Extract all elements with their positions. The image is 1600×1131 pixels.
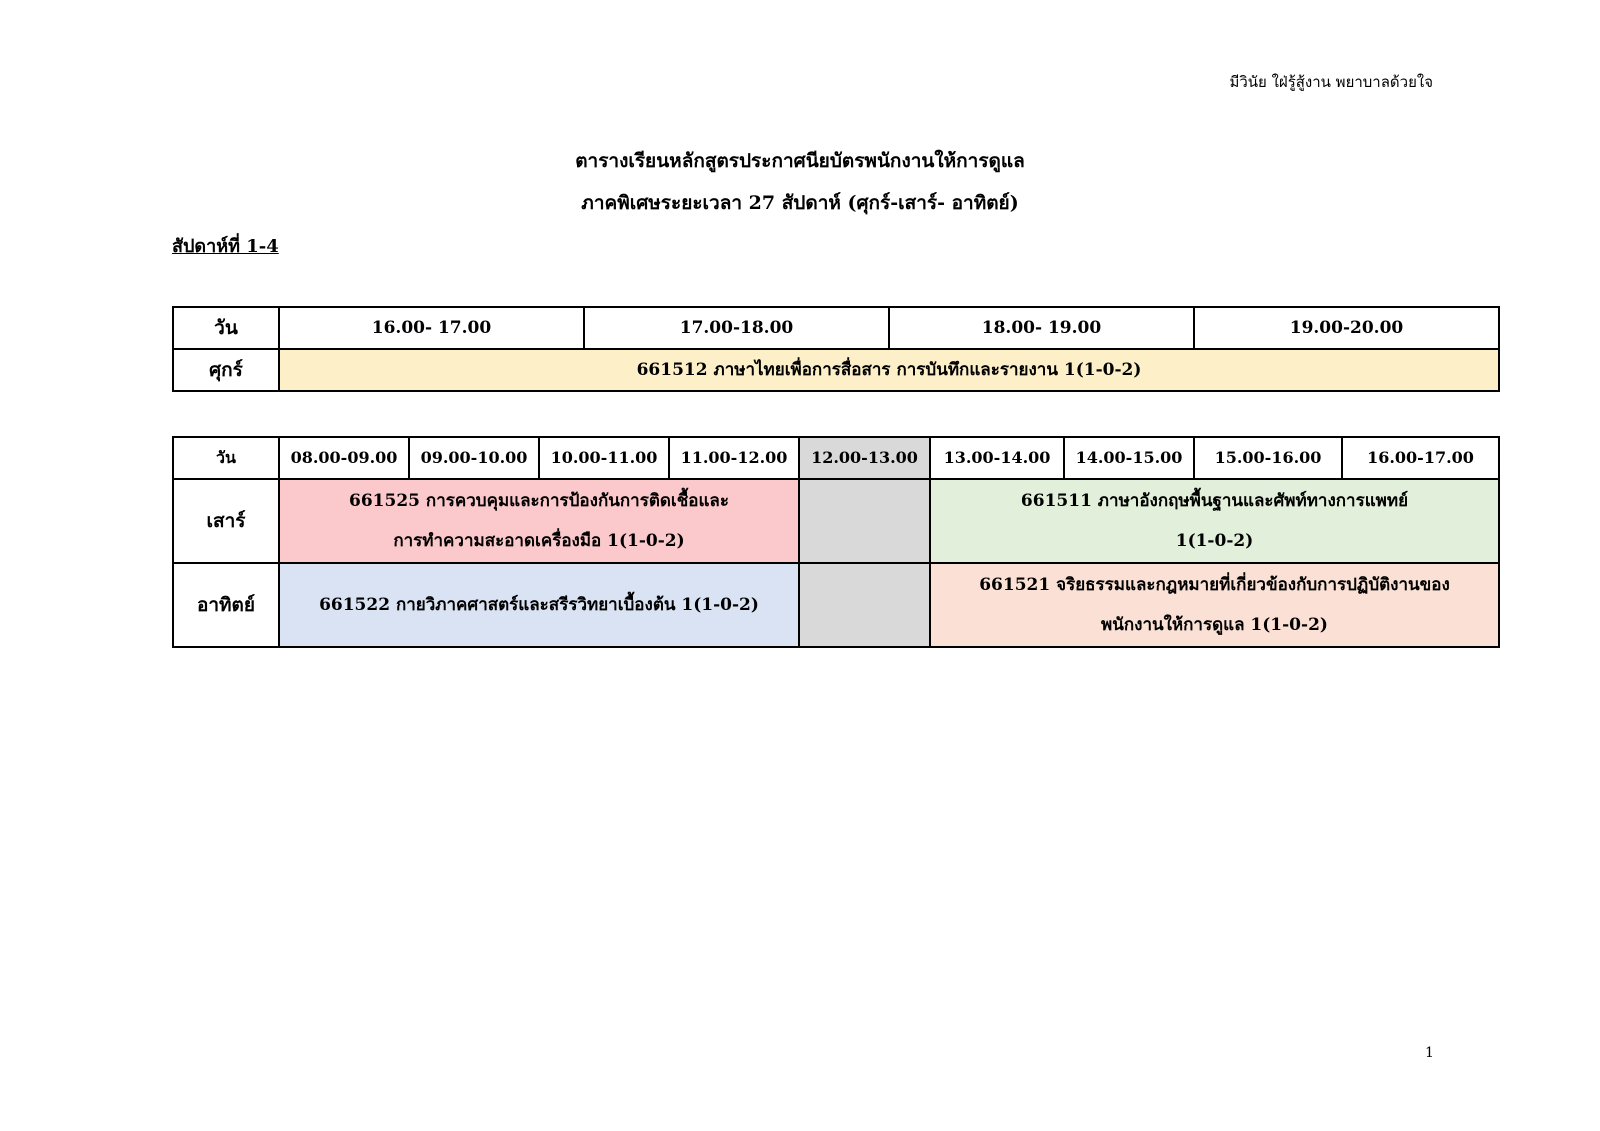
course-line: พนักงานให้การดูแล 1(1-0-2) [1101,615,1328,635]
course-line: 661511 ภาษาอังกฤษพื้นฐานและศัพท์ทางการแพทย์ [1020,491,1409,511]
lunch-break-cell [799,479,930,563]
lunch-break-cell [799,563,930,647]
time-header-cell: 16.00- 17.00 [279,307,584,349]
course-cell [279,479,799,563]
day-header-cell: วัน [173,437,279,479]
course-cell [930,479,1499,563]
course-line: 1(1-0-2) [1175,531,1254,551]
time-header-cell: 19.00-20.00 [1194,307,1499,349]
day-header-cell: วัน [173,307,279,349]
page-title: ตารางเรียนหลักสูตรประกาศนียบัตรพนักงานให้การดูแล [575,150,1025,172]
motto-text: มีวินัย ใฝ่รู้สู้งาน พยาบาลด้วยใจ [1229,73,1433,91]
time-header-cell: 11.00-12.00 [669,437,799,479]
time-header-cell: 10.00-11.00 [539,437,669,479]
time-header-cell: 08.00-09.00 [279,437,409,479]
table-row [173,479,1499,563]
course-line: 661521 จริยธรรมและกฎหมายที่เกี่ยวข้องกับการปฏิบัติงานของ [979,575,1450,595]
time-header-cell: 14.00-15.00 [1064,437,1194,479]
table-row [173,563,1499,647]
time-header-cell: 17.00-18.00 [584,307,889,349]
day-cell-saturday: เสาร์ [173,479,279,563]
time-header-cell: 09.00-10.00 [409,437,539,479]
day-cell-friday: ศุกร์ [173,349,279,391]
course-cell: 661512 ภาษาไทยเพื่อการสื่อสาร การบันทึกและรายงาน 1(1-0-2) [279,349,1499,391]
time-header-cell: 18.00- 19.00 [889,307,1194,349]
time-header-cell: 16.00-17.00 [1342,437,1499,479]
course-line: การทำความสะอาดเครื่องมือ 1(1-0-2) [393,531,685,551]
time-header-cell: 13.00-14.00 [930,437,1064,479]
lunch-header-cell: 12.00-13.00 [799,437,930,479]
course-line: 661522 กายวิภาคศาสตร์และสรีรวิทยาเบื้องต้น 1(1-0-2) [319,595,759,615]
course-cell [279,563,799,647]
course-cell [930,563,1499,647]
course-line: 661525 การควบคุมและการป้องกันการติดเชื้อและ [349,491,729,511]
day-cell-sunday: อาทิตย์ [173,563,279,647]
table-row [173,307,1499,349]
table-row [173,349,1499,391]
page-number: 1 [1425,1045,1434,1061]
table-row [173,437,1499,479]
time-header-cell: 15.00-16.00 [1194,437,1342,479]
page-subtitle: ภาคพิเศษระยะเวลา 27 สัปดาห์ (ศุกร์-เสาร์- อาทิตย์) [581,192,1019,214]
friday-schedule-table [172,306,1500,392]
week-label: สัปดาห์ที่ 1-4 [172,236,279,257]
weekend-schedule-table [172,436,1500,648]
